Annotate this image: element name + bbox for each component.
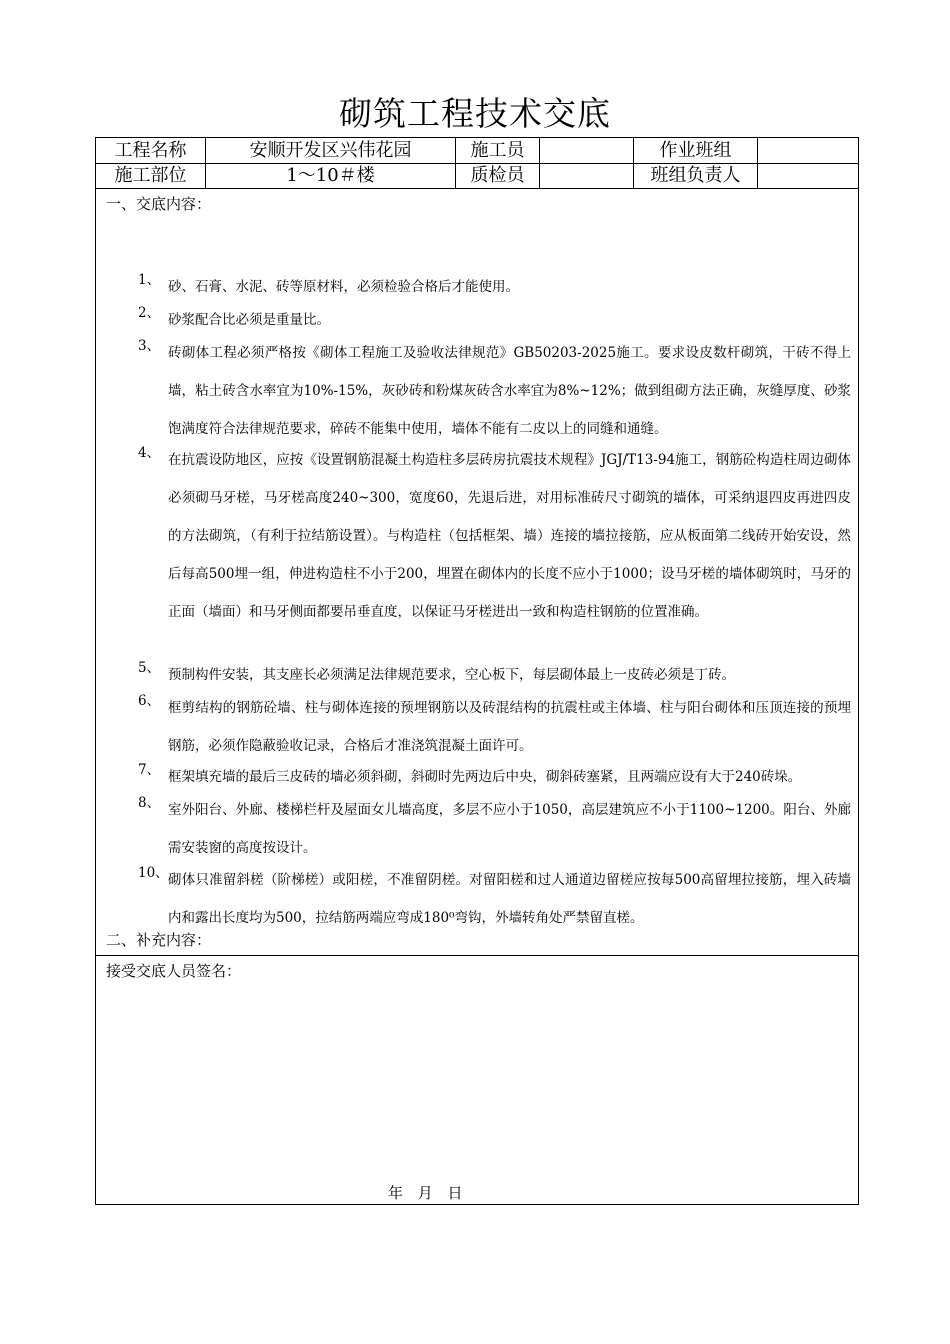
team-label: 作业班组 bbox=[634, 138, 758, 163]
item-number: 4、 bbox=[138, 445, 161, 461]
item-text: 在抗震设防地区，应按《设置钢筋混凝土构造柱多层砖房抗震技术规程》JGJ/T13-94施工，钢筋砼构造柱周边砌体必须砌马牙槎，马牙槎高度240~300，宽度60，先退后进，对用标准砖尺寸砌筑的墙体，可采纳退四皮再进四皮的方法砌筑，（有利于拉结筋设置）。与构造柱（包括框架、墙）连接的墙拉接筋，应从板面第二线砖开始安设，然后每高500埋一组，伸进构造柱不小于200，埋置在砌体内的长度不应小于1000；设马牙槎的墙体砌筑时，马牙的正面（墙面）和马牙侧面都要吊垂直度，以保证马牙槎进出一致和构造柱钢筋的位置准确。 bbox=[168, 452, 851, 620]
section-1-title: 一、交底内容： bbox=[106, 195, 212, 213]
item-text: 框剪结构的钢筋砼墙、柱与砌体连接的预埋钢筋以及砖混结构的抗震柱或主体墙、柱与阳台砌体和压顶连接的预埋钢筋，必须作隐蔽验收记录，合格后才准浇筑混凝土面许可。 bbox=[168, 700, 851, 754]
item-number: 3、 bbox=[138, 338, 161, 354]
inspector-label: 质检员 bbox=[456, 163, 540, 188]
header-row-1 bbox=[96, 138, 858, 164]
item-text: 砌体只准留斜槎（阶梯槎）或阳槎，不准留阴槎。对留阳槎和过人通道边留槎应按每500高留埋拉接筋，埋入砖墙内和露出长度均为500，拉结筋两端应弯成180⁰弯钩，外墙转角处严禁留直槎。 bbox=[168, 872, 851, 926]
item-text: 预制构件安装，其支座长必须满足法律规范要求，空心板下，每层砌体最上一皮砖必须是丁砖。 bbox=[168, 667, 735, 683]
document-title: 砌筑工程技术交底 bbox=[339, 94, 611, 133]
inspector-value bbox=[540, 163, 634, 188]
signature-area bbox=[96, 956, 858, 1204]
location-value: 1～10＃楼 bbox=[206, 163, 456, 188]
item-number: 1、 bbox=[138, 272, 161, 288]
leader-value bbox=[758, 163, 858, 188]
project-name-label: 工程名称 bbox=[96, 138, 206, 163]
item-text: 砂、石膏、水泥、砖等原材料，必须检验合格后才能使用。 bbox=[168, 279, 519, 295]
constructor-label: 施工员 bbox=[456, 138, 540, 163]
item-text: 砂浆配合比必须是重量比。 bbox=[168, 312, 330, 328]
project-name-value: 安顺开发区兴伟花园 bbox=[206, 138, 456, 163]
team-value bbox=[758, 138, 858, 163]
item-number: 7、 bbox=[138, 762, 161, 778]
signature-label: 接受交底人员签名： bbox=[106, 962, 242, 980]
constructor-value bbox=[540, 138, 634, 163]
section-2-title: 二、补充内容： bbox=[106, 931, 212, 949]
item-text: 框架填充墙的最后三皮砖的墙必须斜砌，斜砌时先两边后中央，砌斜砖塞紧，且两端应设有大于240砖垛。 bbox=[168, 769, 802, 785]
header-row-2 bbox=[96, 163, 858, 189]
item-number: 8、 bbox=[138, 795, 161, 811]
item-text: 室外阳台、外廊、楼梯栏杆及屋面女儿墙高度，多层不应小于1050，高层建筑应不小于1100~1200。阳台、外廊需安装窗的高度按设计。 bbox=[168, 802, 851, 856]
disclosure-content bbox=[96, 189, 858, 956]
location-label: 施工部位 bbox=[96, 163, 206, 188]
item-number: 6、 bbox=[138, 693, 161, 709]
disclosure-form bbox=[95, 137, 859, 1205]
item-number: 10、 bbox=[138, 865, 169, 881]
signature-date: 年 月 日 bbox=[388, 1184, 464, 1202]
item-number: 5、 bbox=[138, 660, 161, 676]
leader-label: 班组负责人 bbox=[634, 163, 758, 188]
item-text: 砖砌体工程必须严格按《砌体工程施工及验收法律规范》GB50203-2025施工。要求设皮数杆砌筑，干砖不得上墙，粘土砖含水率宜为10%-15%，灰砂砖和粉煤灰砖含水率宜为8%~12%；做到组砌方法正确，灰缝厚度、砂浆饱满度符合法律规范要求，碎砖不能集中使用，墙体不能有二皮以上的同缝和通缝。 bbox=[168, 345, 851, 437]
item-number: 2、 bbox=[138, 305, 161, 321]
